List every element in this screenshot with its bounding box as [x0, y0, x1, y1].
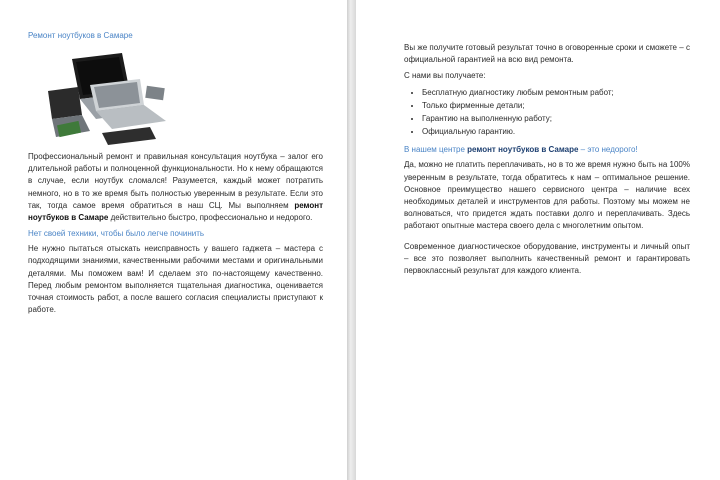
page-gutter [347, 0, 356, 480]
benefits-list [404, 86, 690, 138]
subheading-text: В нашем центре [404, 145, 465, 155]
list-item: • Только фирменные детали; [422, 99, 690, 112]
benefits-lead: С нами вы получаете: [404, 71, 486, 81]
intro-text-end: действительно быстро, профессионально и недорого. [110, 213, 313, 223]
document-page-left [0, 0, 347, 480]
subheading-text-end: – это недорого! [580, 145, 638, 155]
laptops-image [38, 45, 178, 145]
list-item: • Официальную гарантию. [422, 125, 690, 138]
repair-paragraph: Не нужно пытаться отыскать неисправность у вашего гаджета – мастера с подходящими знаниями, качественными рабочими местами и оригинальными деталями. Мы поможем вам! И сделаем это по-настоящему качественно. Перед любым ремонтом выполняется тщательная диагностика, оценивается точная стоимость работ, а после вашего согласия специалисты приступают к работе. [28, 244, 323, 315]
intro-paragraph [28, 151, 323, 224]
page-title[interactable]: Ремонт ноутбуков в Самаре [28, 31, 133, 40]
section-subheading: Нет своей техники, чтобы было легче починить [28, 229, 205, 239]
document-page-right [356, 0, 720, 480]
intro-text: Профессиональный ремонт и правильная консультация ноутбука – залог его длительной работы и полноценной функциональности. Но к нему обращаются в случае, если ноутбук сломался! Разумеется, каждый может потратить немного, но в то же время быть полностью уверенным в результате. Если это так, тогда самое время обратиться в наш СЦ. Мы выполняем [28, 152, 323, 210]
keyword-link[interactable]: ремонт ноутбуков в Самаре [28, 200, 323, 223]
advantage-paragraph: Да, можно не платить переплачивать, но в то же время нужно быть на 100% уверенным в результате, тогда обратитесь к нам – оптимальное решение. Основное преимущество нашего сервисного центра – наличие всех необходимых деталей и инструментов для работы. Поэтому мы можем не волноваться, что придется ждать поставки долго и переплачивать. Здесь работают опытные мастера своего дела с многолетним опытом. [404, 160, 690, 231]
keyword-link[interactable]: ремонт ноутбуков в Самаре [467, 145, 579, 155]
section-subheading-right [404, 144, 690, 155]
list-item: • Бесплатную диагностику любым ремонтным работ; [422, 86, 690, 99]
result-paragraph: Вы же получите готовый результат точно в оговоренные сроки и сможете – с официальной гарантией на всю вид ремонта. [404, 43, 690, 65]
equipment-paragraph: Современное диагностическое оборудование, инструменты и личный опыт – все это позволяет выполнить качественный ремонт и гарантировать первоклассный результат для каждого клиента. [404, 241, 690, 276]
list-item: • Гарантию на выполненную работу; [422, 112, 690, 125]
